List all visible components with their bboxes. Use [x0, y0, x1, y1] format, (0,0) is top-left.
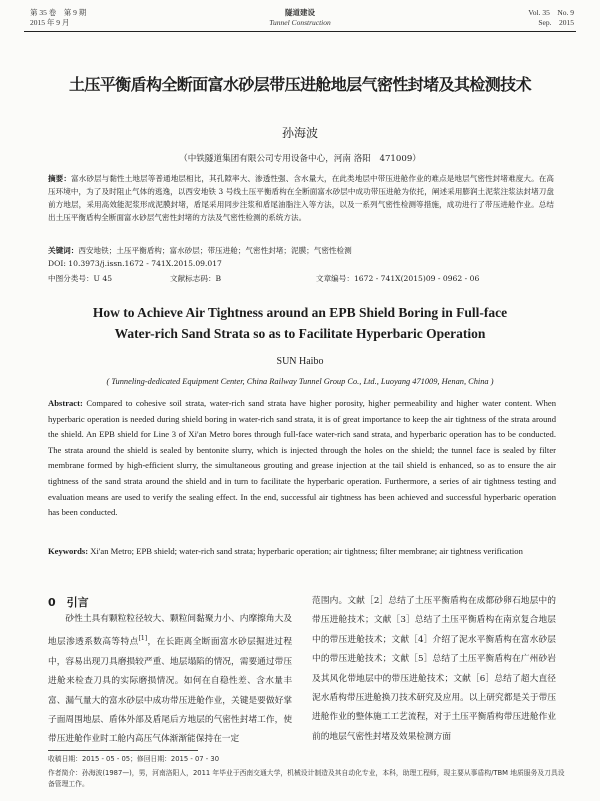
- abstract-cn: [48, 172, 554, 224]
- body-column-right: 范围内。文献［2］总结了土压平衡盾构在成都砂卵石地层中的带压进舱技术；文献［3］总结了土压平衡盾构在南京复合地层中的带压进舱技术；文献［4］介绍了泥水平衡盾构在富水砂层中的带压进舱技术；文献［5］总结了土压平衡盾构在广州砂岩及其风化带地层中的带压进舱技术；文献［6］总结了超大直径泥水盾构带压进舱换刀技术研究及应用。以上研究都是关于带压进舱作业的整体施工工艺流程，对于土压平衡盾构带压进舱作业前的地层气密性封堵及效果检测方面: [312, 596, 556, 742]
- journal-name: [0, 8, 600, 28]
- abstract-en-text: Compared to cohesive soil strata, water-rich sand strata have higher porosity, higher permeability and higher water content. When hyperbaric operation is needed during shield boring in water-rich sand strata, it is of great importance to keep the air tightness of the strata around the shield. An EPB shield for Line 3 of Xi'an Metro bores through full-face water-rich sand strata, and hyperbaric operation has to be conducted. The strata around the shield is sealed by bentonite slurry, which is injected through the holes on the shield; the tunnel face is sealed by filter membrane formed by high-efficient slurry, the simultaneous grouting and grease injection at the tail shield is enhanced, so as to ensure the air tightness of the sand strata around the shield and in turn to facilitate the hyperbaric operation. Furthermore, a series of air tightness testing and evaluation means are used to verify the sealing effect. In the end, successful air tightness has been achieved and successful hyperbaric operation has been conducted.: [48, 398, 556, 518]
- keywords-cn: [48, 244, 554, 257]
- affiliation-cn: （中铁隧道集团有限公司专用设备中心，河南 洛阳 471009）: [179, 154, 421, 164]
- keywords-cn-text: 西安地铁；土压平衡盾构；富水砂层；带压进舱；气密性封堵；泥膜；气密性检测: [78, 246, 352, 255]
- date-line: 2015 年 9 月: [30, 18, 70, 27]
- volume-line: 第 35 卷 第 9 期: [30, 8, 87, 17]
- intro-left-text-cont: ，在长距离全断面富水砂层掘进过程中，容易出现刀具磨损较严重、地层塌陷的情况，需要通过带压进舱来检查刀具的实际磨损情况。如何在自稳性差、含水量丰富、漏气量大的富水砂层中成功带压进舱作业，关键是要做好掌子面周围地层、盾体外部及盾尾后方地层的气密性封堵工作，使带压进舱作业时工舱内高压气体渐渐能保持在一定: [48, 637, 293, 745]
- keywords-en: [48, 544, 556, 560]
- footnote-received: 收稿日期：2015 - 05 - 05；修回日期：2015 - 07 - 30: [48, 755, 220, 763]
- keywords-en-label: Keywords:: [48, 546, 89, 556]
- classification-line: [48, 272, 554, 285]
- footnote-rule: [48, 750, 198, 751]
- abstract-en-label: Abstract:: [48, 398, 83, 408]
- volume-line-en: Vol. 35 No. 9: [528, 8, 574, 17]
- abstract-cn-text: 富水砂层与黏性土地层等普通地层相比，其孔隙率大、渗透性强、含水量大，在此类地层中带压进舱作业的难点是地层气密性封堵难度大。在高压环境中，为了及时阻止气体的逃逸，以西安地铁 3 号线土压平衡盾构在全断面富水砂层中成功带压进舱为依托，阐述采用膨润土泥浆注浆法封堵刀盘前方地层，采用高效能泥浆形成泥膜封堵，盾尾采用同步注浆和盾尾油脂注入等方法，以及一系列气密性检测等措施，成功进行了带压进舱作业。总结出土压平衡盾构全断面富水砂层气密性封堵的方法及气密性检测的系统方法。: [48, 174, 555, 222]
- paper-title-en: [30, 302, 570, 344]
- article-number: 文章编号：1672 - 741X(2015)09 - 0962 - 06: [316, 274, 480, 283]
- journal-volume-en: [528, 8, 574, 28]
- author-name-en: SUN Haibo: [276, 356, 324, 367]
- affiliation-en: ( Tunneling-dedicated Equipment Center, China Railway Tunnel Group Co., Ltd., Luoyang 471009, Henan, China ): [106, 377, 494, 386]
- abstract-cn-label: 摘要：: [48, 174, 72, 183]
- journal-name-cn: 隧道建设: [285, 8, 315, 17]
- section-heading-introduction: 0 引言: [48, 596, 89, 609]
- intro-left-text: 砂性土具有颗粒粒径较大、颗粒间黏聚力小、内摩擦角大及地层渗透系数高等特点: [48, 614, 292, 648]
- keywords-en-text: Xi'an Metro; EPB shield; water-rich sand strata; hyperbaric operation; air tightness; filter membrane; air tightness verification: [90, 546, 523, 556]
- header-rule: [24, 31, 576, 32]
- doi: DOI: 10.3973/j.issn.1672 - 741X.2015.09.017: [48, 259, 222, 268]
- keywords-cn-label: 关键词：: [48, 246, 79, 255]
- document-code: 文献标志码：B: [170, 274, 222, 283]
- clc-number: 中图分类号：U 45: [48, 274, 113, 283]
- paper-title-en-line1: How to Achieve Air Tightness around an EPB Shield Boring in Full-face: [92, 305, 508, 320]
- author-name-cn: 孙海波: [281, 126, 318, 140]
- citation-ref: [1]: [138, 635, 148, 643]
- date-line-en: Sep. 2015: [538, 18, 574, 27]
- journal-name-en: Tunnel Construction: [269, 18, 331, 27]
- paper-title-en-line2: Water-rich Sand Strata so as to Facilitate Hyperbaric Operation: [114, 326, 486, 341]
- footnote-author: 作者简介：孙海波(1987—)，男，河南洛阳人，2011 年毕业于西南交通大学，机械设计制造及其自动化专业，本科，助理工程师，现主要从事盾构/TBM 地质服务及刀具设备管理工作。: [48, 769, 565, 788]
- body-column-left: [48, 610, 292, 750]
- paper-title-cn: 土压平衡盾构全断面富水砂层带压进舱地层气密性封堵及其检测技术: [68, 75, 531, 94]
- abstract-en: [48, 396, 556, 521]
